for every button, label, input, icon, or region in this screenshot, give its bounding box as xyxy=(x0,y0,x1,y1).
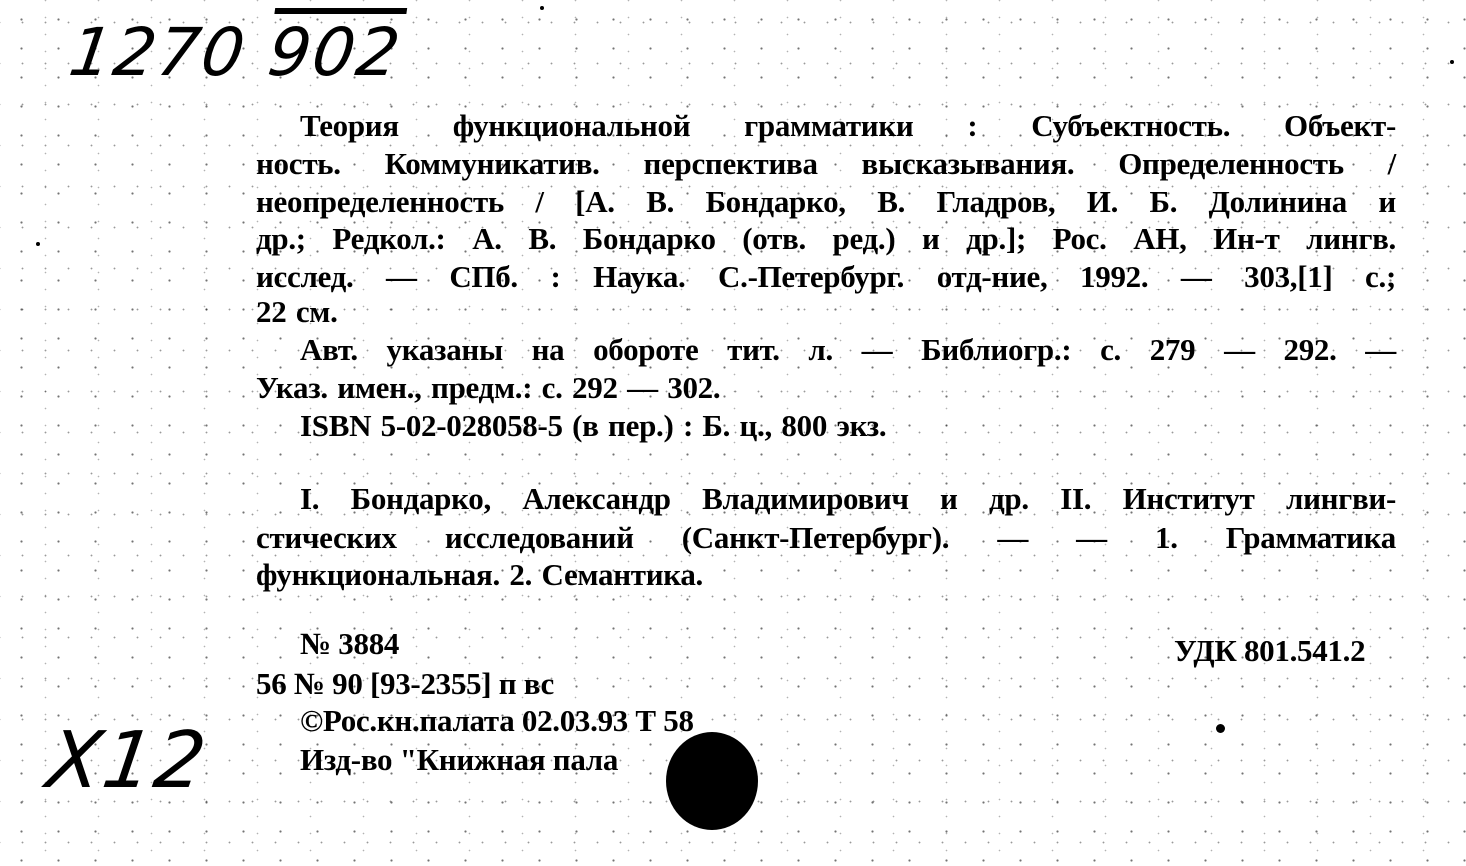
entry-line: неопределенность / [А. В. Бондарко, В. Гладров, И. Б. Долинина и xyxy=(256,184,1396,219)
entry-line: Теория функциональной грамматики : Субъектность. Объект- xyxy=(300,108,1396,143)
tracing-line: функциональная. 2. Семантика. xyxy=(256,557,703,592)
isbn-line: ISBN 5-02-028058-5 (в пер.) : Б. ц., 800 экз. xyxy=(300,408,887,443)
tracing-line: стических исследований (Санкт-Петербург). — — 1. Грамматика xyxy=(256,520,1396,555)
udk-code: УДК 801.541.2 xyxy=(1174,633,1366,668)
handwritten-inventory-number: 1270 902 xyxy=(64,14,407,91)
entry-line: ность. Коммуникатив. перспектива высказывания. Определенность / xyxy=(256,146,1396,181)
ink-speck xyxy=(540,6,544,10)
punch-hole xyxy=(666,732,758,830)
notes-line: Указ. имен., предм.: с. 292 — 302. xyxy=(256,370,721,405)
ink-speck xyxy=(1216,724,1225,733)
notes-line: Авт. указаны на обороте тит. л. — Библиогр.: с. 279 — 292. — xyxy=(300,332,1396,367)
entry-line: др.; Редкол.: А. В. Бондарко (отв. ред.) и др.]; Рос. АН, Ин-т лингв. xyxy=(256,221,1396,256)
registration-number: № 3884 xyxy=(300,626,400,661)
copyright-line: ©Рос.кн.палата 02.03.93 Т 58 xyxy=(300,703,694,738)
entry-line: исслед. — СПб. : Наука. С.-Петербург. отд-ние, 1992. — 303,[1] с.; xyxy=(256,259,1396,294)
tracing-line: I. Бондарко, Александр Владимирович и др. II. Институт лингви- xyxy=(300,481,1396,516)
publisher-line: Изд-во "Книжная пала xyxy=(300,742,619,777)
ink-speck xyxy=(36,242,40,246)
ink-speck xyxy=(1450,60,1454,64)
series-line: 56 № 90 [93-2355] п вс xyxy=(256,666,555,701)
entry-line: 22 см. xyxy=(256,294,338,329)
handwritten-shelf-code: X12 xyxy=(41,716,214,806)
